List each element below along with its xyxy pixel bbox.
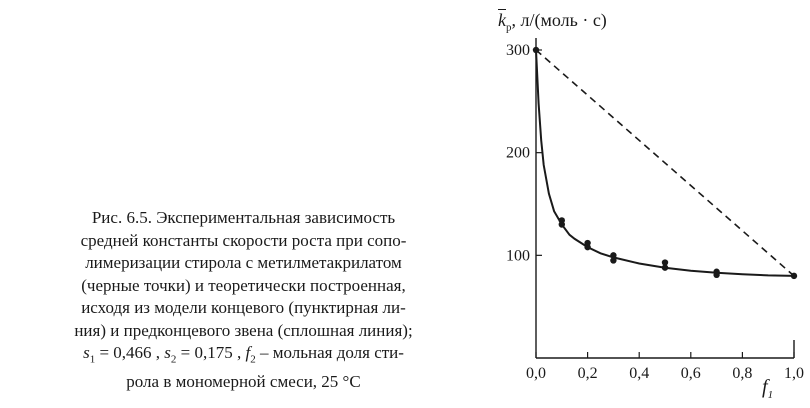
x-tick-label: 1,0 [784, 365, 804, 382]
s1-symbol: s [83, 343, 90, 362]
y-tick-label: 200 [506, 144, 530, 162]
caption-line7-rest: – мольная доля сти- [255, 343, 404, 362]
x-tick-label: 0,0 [526, 365, 546, 382]
caption-line: Рис. 6.5. Экспериментальная зависимость [91, 208, 396, 227]
caption-line: рола в мономерной смеси, 25 °С [126, 371, 361, 391]
caption-line: (черные точки) и теоретически построенная, [81, 275, 406, 295]
x-tick-label: 0,8 [732, 365, 753, 382]
x-tick-label: 0,4 [629, 365, 650, 382]
s2-subscript: 2 [170, 353, 177, 366]
caption-line: средней константы скорости роста при сопо- [80, 230, 407, 250]
s1-subscript: 1 [89, 353, 96, 366]
caption-line: лимеризации стирола с метилметакрилатом [85, 253, 402, 272]
y-axis-subscript: р [506, 21, 512, 34]
y-tick-label: 100 [506, 247, 530, 265]
x-tick-label: 0,2 [577, 365, 598, 382]
y-axis-units: , л/(моль · с) [511, 10, 607, 30]
x-tick-label: 0,6 [680, 365, 701, 382]
x-axis-subscript: 1 [767, 389, 774, 401]
s2-value: = 0,175 , [176, 343, 246, 362]
x-axis-symbol: f [762, 376, 768, 398]
f2-subscript: 2 [250, 353, 256, 366]
s2-symbol: s [164, 343, 171, 362]
caption-line: исходя из модели концевого (пунктирная ли- [81, 298, 406, 317]
f2-symbol: f [245, 343, 251, 362]
y-tick-label: 300 [506, 42, 530, 59]
terminal-model-dashed-line [536, 50, 794, 276]
caption-line: ния) и предконцевого звена (сплошная линия); [74, 320, 413, 340]
y-axis-symbol: $\overline{k}$ [498, 10, 506, 30]
s1-value: = 0,466 , [95, 343, 165, 362]
